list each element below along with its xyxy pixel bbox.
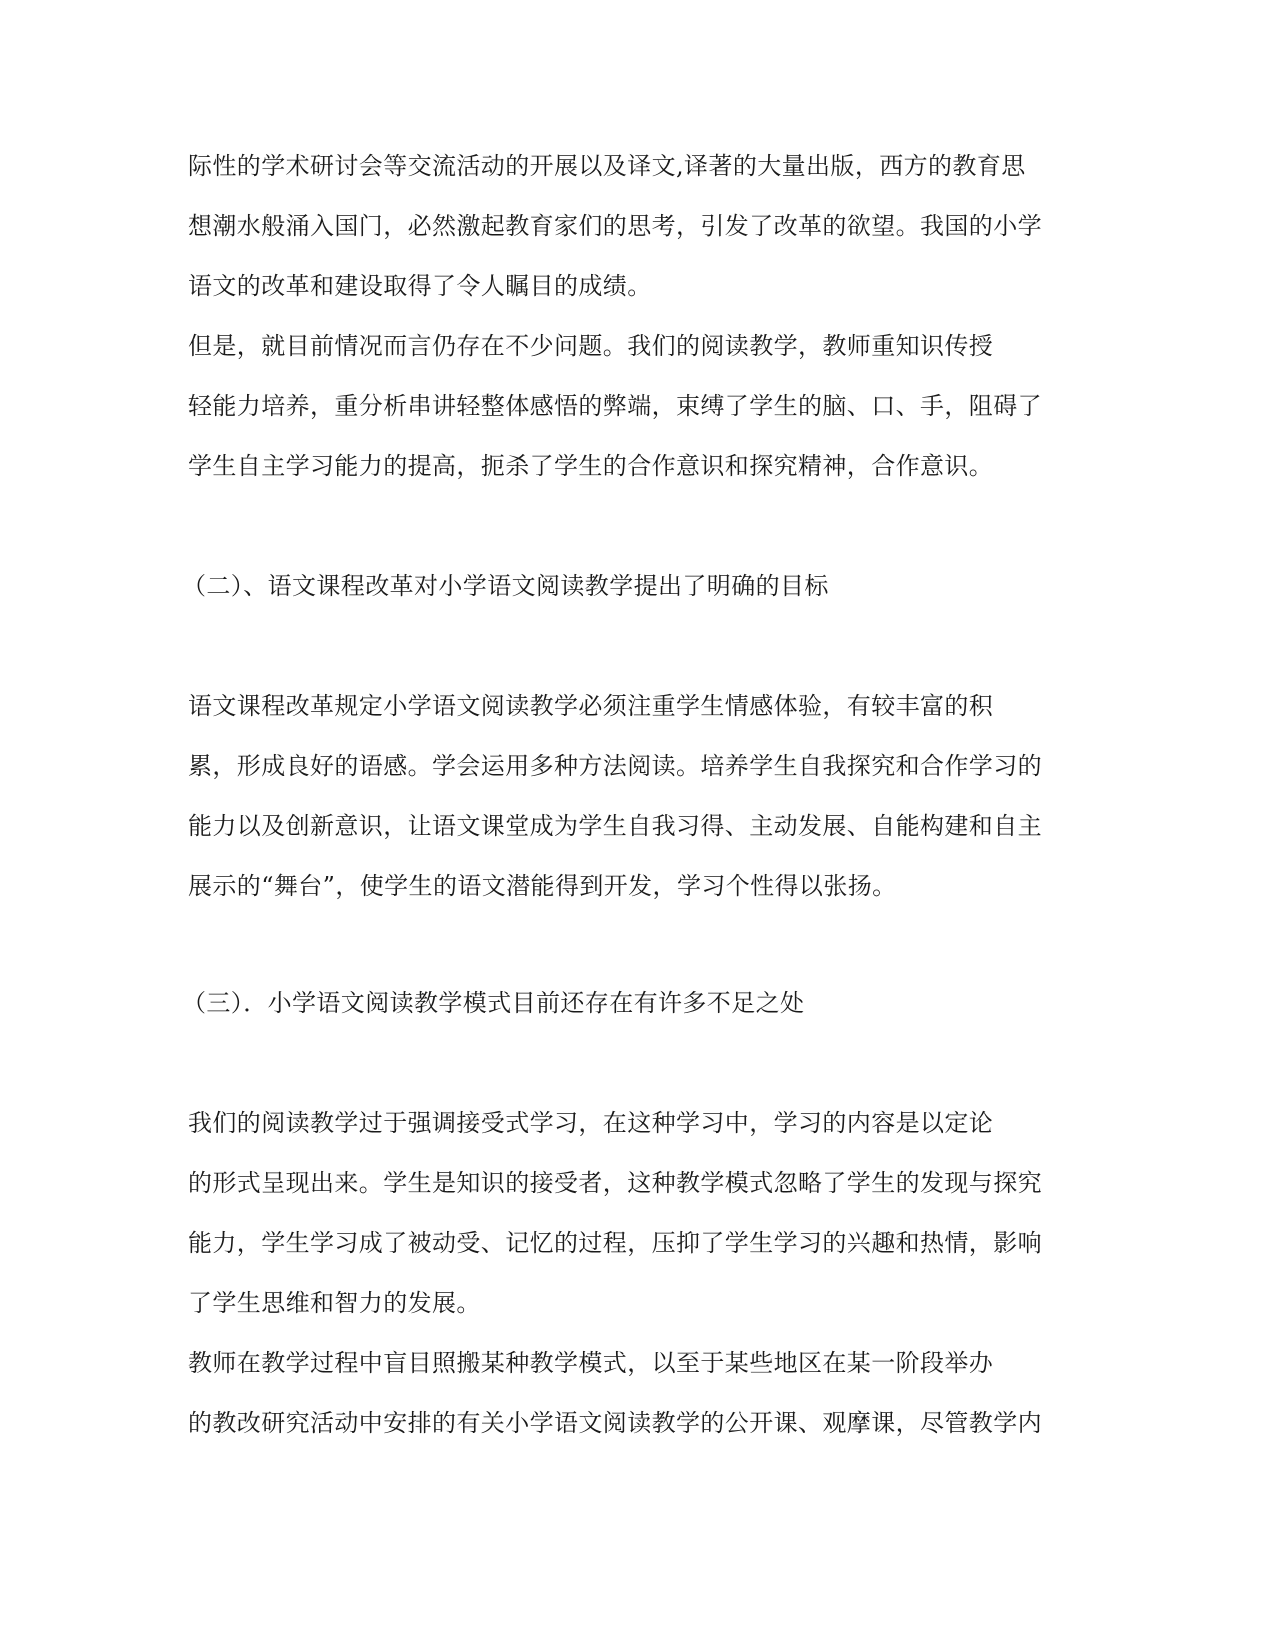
text-line: 展示的“舞台”，使学生的语文潜能得到开发，学习个性得以张扬。 [188,872,897,900]
text-line: 能力，学生学习成了被动受、记忆的过程，压抑了学生学习的兴趣和热情，影响 [188,1229,1042,1257]
section-heading: （三）．小学语文阅读教学模式目前还存在有许多不足之处 [182,989,805,1017]
text-line: 想潮水般涌入国门，必然激起教育家们的思考，引发了改革的欲望。我国的小学 [188,212,1042,240]
text-line: 的教改研究活动中安排的有关小学语文阅读教学的公开课、观摩课，尽管教学内 [188,1409,1042,1437]
text-line: 教师在教学过程中盲目照搬某种教学模式，以至于某些地区在某一阶段举办 [188,1349,994,1377]
text-line: 语文的改革和建设取得了令人瞩目的成绩。 [188,272,652,300]
text-line: 能力以及创新意识，让语文课堂成为学生自我习得、主动发展、自能构建和自主 [188,812,1042,840]
text-line: 轻能力培养，重分析串讲轻整体感悟的弊端，束缚了学生的脑、口、手，阻碍了 [188,392,1042,420]
text-line: 我们的阅读教学过于强调接受式学习，在这种学习中，学习的内容是以定论 [188,1109,994,1137]
text-line: 累，形成良好的语感。学会运用多种方法阅读。培养学生自我探究和合作学习的 [188,752,1042,780]
section-heading: （二）、语文课程改革对小学语文阅读教学提出了明确的目标 [182,572,829,600]
text-line: 但是，就目前情况而言仍存在不少问题。我们的阅读教学，教师重知识传授 [188,332,994,360]
text-line: 的形式呈现出来。学生是知识的接受者，这种教学模式忽略了学生的发现与探究 [188,1169,1042,1197]
text-line: 了学生思维和智力的发展。 [188,1289,481,1317]
text-line: 际性的学术研讨会等交流活动的开展以及译文,译著的大量出版，西方的教育思 [188,152,1026,180]
text-line: 学生自主学习能力的提高，扼杀了学生的合作意识和探究精神，合作意识。 [188,452,994,480]
text-line: 语文课程改革规定小学语文阅读教学必须注重学生情感体验，有较丰富的积 [188,692,994,720]
